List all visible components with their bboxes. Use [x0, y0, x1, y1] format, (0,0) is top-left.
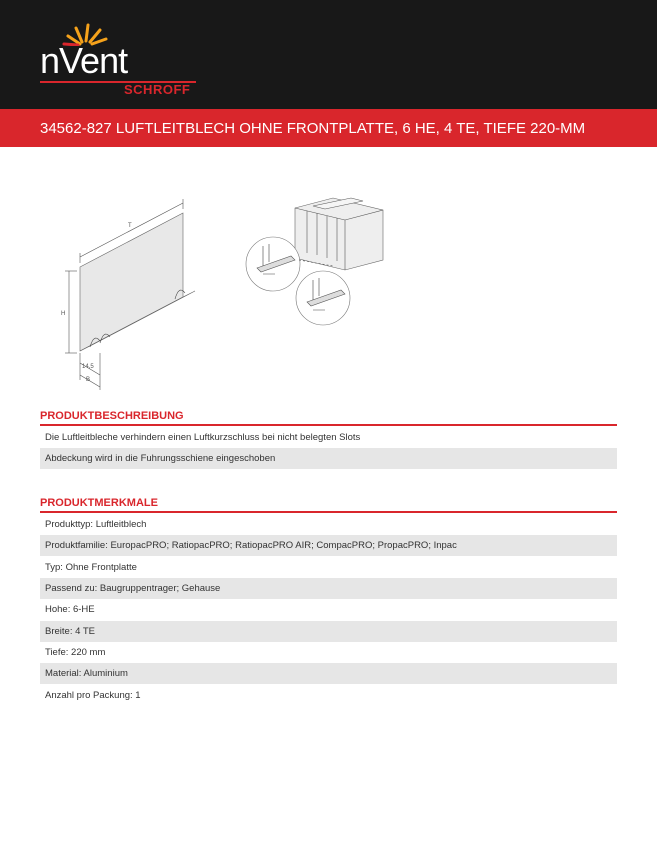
merkmale-row: Produktfamilie: EuropacPRO; RatiopacPRO; RatiopacPRO AIR; CompacPRO; PropacPRO; Inpac	[40, 535, 617, 556]
merkmale-row: Passend zu: Baugruppentrager; Gehause	[40, 578, 617, 599]
beschreibung-rule	[40, 424, 617, 426]
product-title: 34562-827 LUFTLEITBLECH OHNE FRONTPLATTE, 6 HE, 4 TE, TIEFE 220-MM	[40, 120, 586, 137]
beschreibung-row: Die Luftleitbleche verhindern einen Luftkurzschluss bei nicht belegten Slots	[45, 432, 361, 443]
nvent-schroff-logo	[38, 26, 208, 102]
installation-drawing	[243, 188, 388, 328]
merkmale-row: Material: Aluminium	[40, 663, 617, 684]
beschreibung-heading: PRODUKTBESCHREIBUNG	[40, 410, 184, 422]
merkmale-rule	[40, 511, 617, 513]
logo-brand: SCHROFF	[124, 82, 191, 97]
logo-wordmark: nVent	[40, 40, 128, 81]
page-header	[0, 0, 657, 109]
dimension-drawing	[55, 185, 215, 395]
dim-height-label: H	[61, 311, 66, 317]
product-title-bar	[0, 109, 657, 147]
merkmale-heading: PRODUKTMERKMALE	[40, 497, 158, 509]
merkmale-row: Typ: Ohne Frontplatte	[45, 562, 137, 573]
dim-width-label: 14,5	[82, 364, 94, 370]
dim-small-label: B	[86, 377, 91, 383]
merkmale-row: Anzahl pro Packung: 1	[45, 690, 141, 701]
dim-depth-label: T	[128, 223, 132, 229]
beschreibung-row: Abdeckung wird in die Fuhrungsschiene eingeschoben	[40, 448, 617, 469]
merkmale-row: Hohe: 6-HE	[45, 604, 95, 615]
merkmale-row: Produkttyp: Luftleitblech	[45, 519, 147, 530]
merkmale-row: Tiefe: 220 mm	[45, 647, 106, 658]
merkmale-row: Breite: 4 TE	[40, 621, 617, 642]
